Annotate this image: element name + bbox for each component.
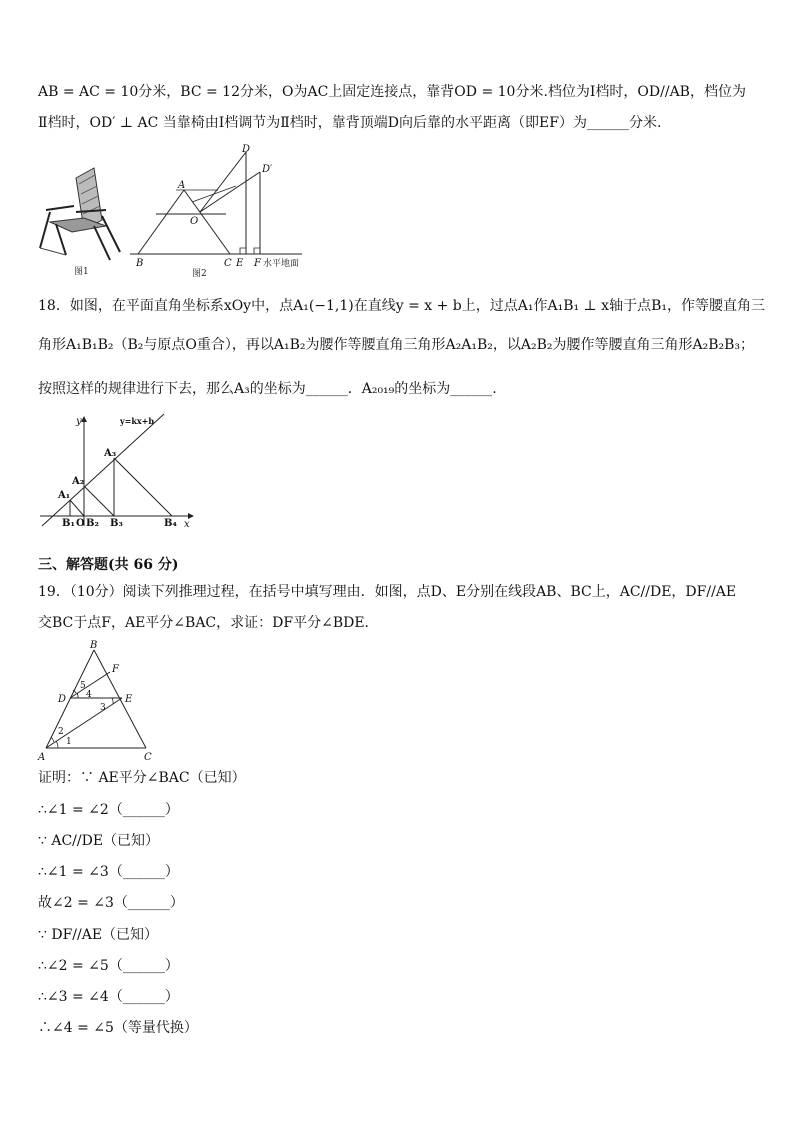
q18-text-line-2: 角形A₁B₁B₂（B₂与原点O重合），再以A₁B₂为腰作等腰直角三角形A₂A₁B₂，以A₂B₂为腰作等腰直角三角形A₂B₂B₃； (38, 337, 755, 353)
q18-text-line-1: 18．如图，在平面直角坐标系xOy中，点A₁(−1,1)在直线y = x + b上，过点A₁作A₁B₁ ⊥ x轴于点B₁，作等腰直角三 (38, 298, 765, 314)
q19-angle-1: 1 (66, 737, 72, 747)
graph-label-B1: B₁ (62, 518, 75, 529)
q19-text-line-1: 19．（10分）阅读下列推理过程，在括号中填写理由．如图，点D、E分别在线段AB、BC上，AC//DE，DF//AE (38, 584, 737, 600)
graph-label-y: y (76, 416, 82, 427)
q19-triangle-figure (36, 640, 166, 764)
proof-line-5: 故∠2 = ∠3（______） (38, 895, 184, 911)
fig2-label-O: O (190, 216, 199, 227)
section-3-heading: 三、解答题(共 66 分) (38, 557, 179, 573)
graph-label-x: x (184, 519, 190, 530)
fig2-label-F: F (254, 258, 261, 269)
q17-text-line-1: AB = AC = 10分米，BC = 12分米，O为AC上固定连接点，靠背OD = 10分米.档位为Ⅰ档时，OD//AB，档位为 (38, 84, 746, 100)
graph-label-O: O (76, 518, 85, 529)
proof-line-3: ∵ AC//DE（已知） (38, 833, 160, 849)
figure-1-chair (36, 160, 126, 278)
q19-label-E: E (125, 694, 133, 705)
fig2-label-C: C (224, 258, 232, 269)
proof-line-6: ∵ DF//AE（已知） (38, 927, 159, 943)
proof-line-7: ∴∠2 = ∠5（______） (38, 958, 179, 974)
proof-line-4: ∴∠1 = ∠3（______） (38, 864, 179, 880)
q18-coordinate-graph (36, 410, 196, 530)
q19-label-D: D (58, 694, 67, 705)
fig2-label-B: B (136, 258, 144, 269)
q19-label-B: B (90, 640, 98, 651)
fig2-label-D: D (242, 144, 251, 155)
q18-text-line-3: 按照这样的规律进行下去，那么A₃的坐标为______．A₂₀₁₉的坐标为______. (38, 381, 497, 397)
q17-text-line-2: Ⅱ档时，OD′ ⊥ AC 当靠椅由Ⅰ档调节为Ⅱ档时，靠背顶端D向后靠的水平距离（即EF）为______分米. (38, 115, 662, 131)
graph-label-B3: B₃ (110, 518, 123, 529)
proof-line-9: ∴∠4 = ∠5（等量代换） (38, 1020, 198, 1036)
fig2-label-E: E (236, 258, 244, 269)
q19-label-F: F (112, 664, 119, 675)
q19-label-A: A (38, 752, 46, 763)
q19-angle-5: 5 (80, 681, 86, 691)
graph-label-A1: A₁ (58, 490, 71, 501)
graph-label-A2: A₂ (72, 476, 85, 487)
graph-label-B2: B₂ (86, 518, 99, 529)
q19-angle-3: 3 (100, 703, 106, 713)
graph-label-A3: A₃ (104, 448, 117, 459)
fig2-ground-label: 水平地面 (263, 259, 300, 269)
fig2-label-Dprime: D′ (262, 164, 273, 175)
q19-angle-4: 4 (86, 690, 92, 700)
proof-line-8: ∴∠3 = ∠4（______） (38, 989, 179, 1005)
graph-label-line-eq: y=kx+b (120, 416, 154, 426)
graph-label-B4: B₄ (164, 518, 177, 529)
figure-2-diagram (126, 142, 306, 278)
figure-1-caption: 图1 (74, 267, 89, 277)
fig2-label-A: A (178, 180, 186, 191)
q19-label-C: C (144, 752, 152, 763)
proof-line-2: ∴∠1 = ∠2（______） (38, 802, 179, 818)
q19-angle-2: 2 (58, 727, 64, 737)
figure-2-caption: 图2 (192, 269, 207, 278)
q19-text-line-2: 交BC于点F，AE平分∠BAC，求证：DF平分∠BDE． (38, 615, 379, 631)
proof-line-1: 证明：∵ AE平分∠BAC（已知） (38, 770, 246, 786)
